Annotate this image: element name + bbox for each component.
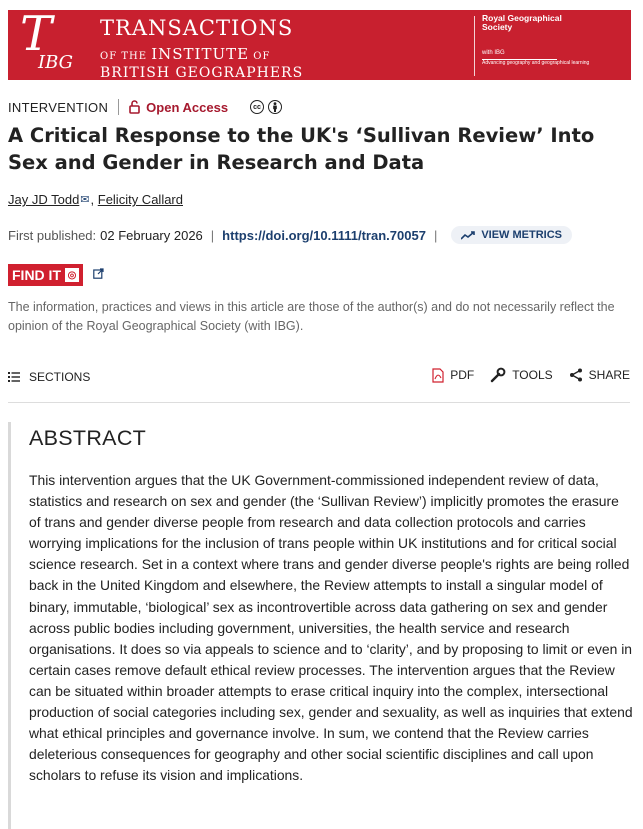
article-title: A Critical Response to the UK's ‘Sullivan Review’ Into Sex and Gender in Research and Data bbox=[8, 124, 595, 174]
author-link[interactable]: Jay JD Todd bbox=[8, 192, 80, 207]
journal-title-of-the: OF THE bbox=[100, 51, 148, 62]
journal-title-line3: BRITISH GEOGRAPHERS bbox=[100, 65, 304, 81]
share-label: SHARE bbox=[588, 368, 630, 382]
doi-link[interactable]: https://doi.org/10.1111/tran.70057 bbox=[222, 227, 426, 243]
sections-menu[interactable] bbox=[8, 370, 90, 384]
article-meta bbox=[8, 98, 282, 116]
open-lock-icon bbox=[129, 100, 140, 114]
view-metrics-label: VIEW METRICS bbox=[481, 229, 562, 241]
creative-commons-icon: cc bbox=[250, 100, 264, 114]
author-separator: , bbox=[90, 192, 98, 207]
library-icon: ◎ bbox=[65, 268, 79, 282]
journal-logo-letter: T bbox=[20, 6, 53, 62]
abstract-section bbox=[8, 418, 633, 829]
license-icons[interactable] bbox=[250, 100, 282, 114]
publication-info bbox=[8, 224, 572, 246]
abstract-left-border bbox=[8, 422, 11, 829]
article-toolbar bbox=[8, 367, 630, 389]
external-link-icon[interactable] bbox=[93, 268, 104, 282]
info-divider: | bbox=[433, 227, 438, 243]
journal-logo-ibg: IBG bbox=[38, 52, 74, 73]
view-metrics-button[interactable] bbox=[451, 226, 572, 244]
sections-label: SECTIONS bbox=[29, 370, 91, 384]
trend-icon bbox=[461, 231, 475, 240]
journal-title-line2 bbox=[100, 45, 270, 63]
list-icon bbox=[8, 372, 20, 382]
journal-banner[interactable] bbox=[8, 6, 631, 81]
pdf-label: PDF bbox=[450, 368, 475, 382]
society-name: Royal Geographical Society bbox=[482, 13, 562, 32]
find-it-button[interactable] bbox=[8, 264, 83, 286]
banner-divider bbox=[474, 16, 475, 76]
society-with-ibg: with IBG bbox=[482, 50, 505, 56]
journal-title-institute: INSTITUTE bbox=[151, 45, 250, 63]
open-access-label: Open Access bbox=[146, 99, 229, 115]
tools-button[interactable] bbox=[490, 367, 552, 383]
article-type: INTERVENTION bbox=[8, 99, 109, 115]
society-tagline: Advancing geography and geographical learning bbox=[482, 60, 590, 66]
pdf-button[interactable] bbox=[432, 368, 474, 383]
find-it-label: FIND IT bbox=[12, 267, 61, 283]
toolbar-rule bbox=[8, 402, 630, 403]
author-link[interactable]: Felicity Callard bbox=[97, 192, 183, 207]
open-access-badge bbox=[129, 100, 228, 115]
pdf-icon bbox=[432, 368, 444, 383]
find-it-widget bbox=[8, 264, 104, 286]
abstract-text: This intervention argues that the UK Government-commissioned independent review of data, statistics and research on sex and gender (the ‘Sullivan Review’) implicitly promotes the erasure of trans and gender diverse people from research and data collection protocols and carries worrying implications for the inclusion of trans people within UK institutions and for critical social science research. Set in a context where trans and gender diverse people's rights are being rolled back in the United Kingdom and elsewhere, the Review attempts to install a singular model of binary, immutable, ‘biological’ sex as incontrovertible across data gathering on sex and gender across public bodies including government, universities, the health service and research organisations. It does so via appeals to science and to ‘clarity’, and by proposing to limit or even in certain cases remove default ethical review processes. The intervention argues that the Review can be situated within broader attempts to erase critical inquiry into the complex, intersectional production of social categories including sex, gender and sexuality, as well as inquiries that extend what ethical principles and governance involve. In sum, we contend that the Review carries deleterious consequences for geography and other social scientific disciplines and call upon scholars to refuse its vision and implications. bbox=[29, 472, 633, 784]
attribution-icon bbox=[268, 100, 282, 114]
first-published-label: First published: bbox=[8, 227, 97, 243]
author-list bbox=[8, 192, 183, 207]
tools-label: TOOLS bbox=[512, 368, 553, 382]
first-published-date: 02 February 2026 bbox=[100, 227, 203, 243]
toolbar-actions bbox=[416, 367, 630, 383]
envelope-icon[interactable]: ✉ bbox=[80, 194, 90, 206]
journal-title-line1: TRANSACTIONS bbox=[100, 16, 294, 40]
share-button[interactable] bbox=[569, 368, 630, 382]
share-icon bbox=[569, 368, 583, 382]
meta-divider bbox=[118, 99, 119, 115]
abstract-heading: ABSTRACT bbox=[29, 426, 147, 450]
wrench-icon bbox=[490, 367, 506, 383]
society-disclaimer: The information, practices and views in this article are those of the author(s) and do not necessarily reflect the opinion of the Royal Geographical Society (with IBG). bbox=[8, 300, 615, 333]
info-divider: | bbox=[210, 227, 215, 243]
journal-title-of: OF bbox=[253, 51, 271, 62]
